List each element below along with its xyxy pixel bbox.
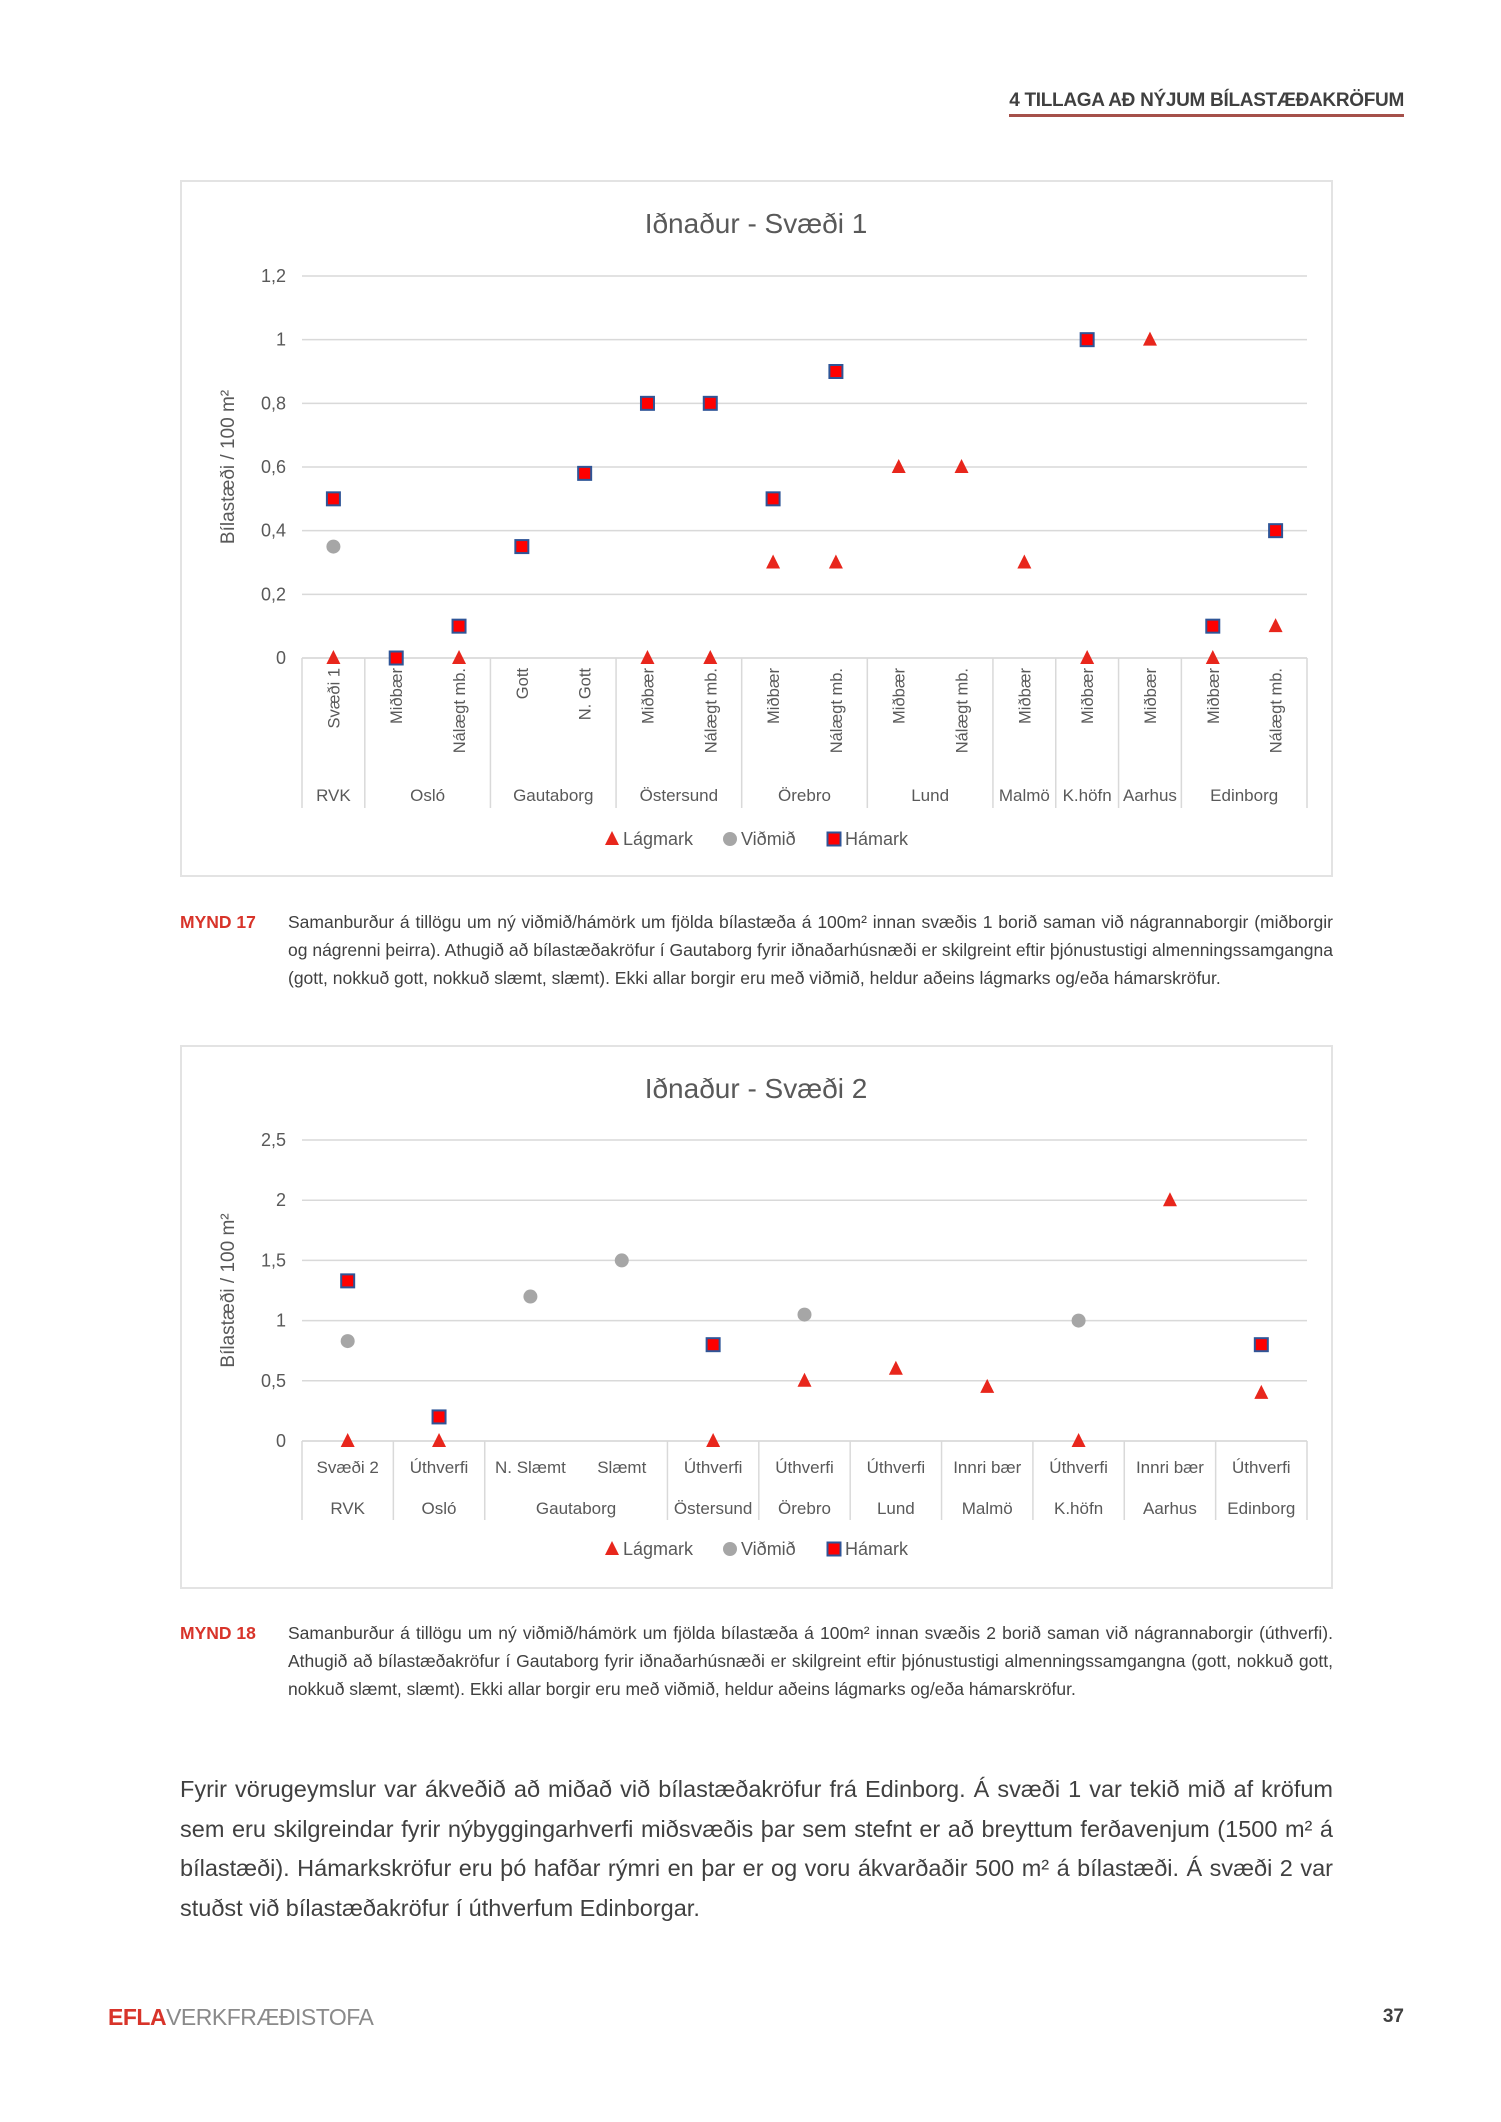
y-tick-label: 0,4 [260, 520, 286, 541]
x-category-label: Miðbær [765, 668, 784, 724]
x-category-label: Nálægt mb. [1267, 668, 1286, 754]
x-category-label: Miðbær [1079, 668, 1098, 724]
x-category-label: Innri bær [953, 1458, 1022, 1477]
x-category-label: Úthverfi [866, 1458, 926, 1477]
section-header: 4 TILLAGA AÐ NÝJUM BÍLASTÆÐAKRÖFUM [1009, 90, 1404, 117]
data-point-circle [1072, 1314, 1086, 1328]
legend-label: Lágmark [623, 1539, 694, 1559]
y-tick-label: 0,6 [260, 457, 286, 477]
legend-circle-icon [723, 1542, 737, 1556]
data-point-square [453, 620, 466, 633]
data-point-circle [615, 1253, 629, 1267]
x-category-label: N. Slæmt [494, 1458, 566, 1477]
legend-circle-icon [723, 832, 737, 846]
x-category-label: Gott [513, 668, 532, 700]
x-category-label: Úthverfi [1232, 1458, 1291, 1477]
data-point-square [1081, 333, 1094, 346]
x-category-label: Úthverfi [683, 1458, 743, 1477]
y-tick-label: 0 [275, 648, 286, 668]
caption-text: Samanburður á tillögu um ný viðmið/hámörk um fjölda bílastæða á 100m² innan svæðis 1 borið saman við nágrannaborgir (miðborgir og nágrenni þeirra). Athugið að bílastæðakröfur í Gautaborg fyrir iðnaðarhúsnæði er skilgreint eftir þjónustustigi almenningssamgangna (gott, nokkuð gott, nokkuð slæmt, slæmt). Ekki allar borgir eru með viðmið, heldur aðeins lágmarks og/eða hámarskröfur. [288, 912, 1333, 988]
caption-label: MYND 18 [180, 1623, 256, 1643]
y-axis-label: Bílastæði / 100 m² [218, 1213, 239, 1368]
data-point-square [390, 652, 403, 665]
legend-square-icon [828, 1543, 841, 1556]
x-category-label: Miðbær [639, 668, 658, 724]
x-group-label: Edinborg [1227, 1499, 1296, 1518]
y-tick-label: 2 [275, 1190, 286, 1211]
data-point-triangle [1072, 1433, 1086, 1447]
data-point-triangle [1206, 650, 1220, 664]
x-category-label: Miðbær [1141, 668, 1160, 724]
x-group-label: Örebro [778, 1499, 831, 1518]
data-point-square [341, 1274, 354, 1287]
efla-logo [108, 2004, 373, 2031]
data-point-square [707, 1338, 720, 1351]
data-point-triangle [766, 555, 780, 569]
legend-label: Viðmið [741, 1539, 796, 1559]
x-group-label: Gautaborg [535, 1499, 617, 1518]
x-category-label: Miðbær [1204, 668, 1223, 724]
y-tick-label: 1,2 [260, 266, 286, 286]
y-tick-label: 1 [275, 329, 286, 350]
data-point-circle [341, 1334, 355, 1348]
data-point-square [578, 467, 591, 480]
chart-svaedi-1 [180, 180, 1333, 877]
data-point-triangle [1143, 332, 1157, 346]
y-axis-label: Bílastæði / 100 m² [218, 389, 239, 545]
data-point-square [704, 397, 717, 410]
data-point-triangle [829, 555, 843, 569]
data-point-triangle [889, 1361, 903, 1375]
data-point-square [433, 1410, 446, 1423]
data-point-triangle [1269, 618, 1283, 632]
caption-label: MYND 17 [180, 912, 256, 932]
x-category-label: Miðbær [388, 668, 407, 724]
x-category-label: Svæði 2 [316, 1458, 379, 1477]
data-point-triangle [326, 650, 340, 664]
figure-caption-18 [180, 1619, 1333, 1703]
data-point-circle [326, 540, 340, 554]
chart-title: Iðnaður - Svæði 1 [644, 208, 868, 239]
y-tick-label: 0,8 [260, 393, 286, 414]
page-number: 37 [1382, 2006, 1404, 2027]
y-tick-label: 0,2 [260, 584, 286, 605]
x-group-label: Aarhus [1123, 786, 1177, 805]
x-category-label: Nálægt mb. [451, 668, 470, 754]
x-category-label: Miðbær [890, 668, 909, 724]
x-group-label: Edinborg [1210, 786, 1279, 805]
x-group-label: Osló [410, 786, 446, 805]
data-point-square [1269, 524, 1282, 537]
legend-label: Hámark [845, 829, 909, 849]
x-category-label: Úthverfi [775, 1458, 834, 1477]
data-point-triangle [432, 1433, 446, 1447]
x-group-label: Aarhus [1143, 1499, 1197, 1518]
data-point-triangle [640, 650, 654, 664]
data-point-triangle [892, 459, 906, 473]
x-group-label: Örebro [778, 786, 831, 805]
x-group-label: Östersund [673, 1499, 753, 1518]
data-point-triangle [798, 1373, 812, 1387]
data-point-triangle [955, 459, 969, 473]
x-group-label: Östersund [639, 786, 719, 805]
x-category-label: Innri bær [1135, 1458, 1204, 1477]
x-category-label: Nálægt mb. [702, 668, 721, 754]
data-point-triangle [1017, 555, 1031, 569]
x-category-label: Nálægt mb. [953, 668, 972, 754]
data-point-triangle [341, 1433, 355, 1447]
chart-svaedi-2-svg [182, 1047, 1331, 1587]
data-point-circle [523, 1290, 537, 1304]
data-point-triangle [1163, 1192, 1177, 1206]
data-point-square [767, 492, 780, 505]
data-point-square [641, 397, 654, 410]
logo-rest: VERKFRÆÐISTOFA [166, 2004, 374, 2030]
x-group-label: Malmö [961, 1499, 1013, 1518]
figure-caption-17 [180, 908, 1333, 992]
logo-bold: EFLA [108, 2004, 167, 2030]
data-point-circle [798, 1308, 812, 1322]
legend-label: Hámark [845, 1539, 909, 1559]
y-tick-label: 0,5 [260, 1370, 286, 1391]
x-category-label: Úthverfi [409, 1458, 469, 1477]
data-point-triangle [706, 1433, 720, 1447]
y-tick-label: 2,5 [260, 1130, 286, 1150]
x-group-label: Osló [421, 1499, 457, 1518]
legend-triangle-icon [605, 1541, 619, 1555]
chart-title: Iðnaður - Svæði 2 [644, 1073, 868, 1104]
x-category-label: N. Gott [576, 668, 595, 721]
data-point-triangle [1080, 650, 1094, 664]
caption-text: Samanburður á tillögu um ný viðmið/hámörk um fjölda bílastæða á 100m² innan svæðis 2 borið saman við nágrannaborgir (úthverfi). Athugið að bílastæðakröfur í Gautaborg fyrir iðnaðarhúsnæði er skilgreint eftir þjónustustigi almenningssamgangna (gott, nokkuð gott, nokkuð slæmt, slæmt). Ekki allar borgir eru með viðmið, heldur aðeins lágmarks og/eða hámarskröfur. [288, 1623, 1333, 1699]
data-point-triangle [1254, 1385, 1268, 1399]
x-group-label: Malmö [998, 786, 1050, 805]
chart-svaedi-1-svg [182, 182, 1331, 875]
x-group-label: RVK [316, 786, 351, 805]
legend-square-icon [828, 833, 841, 846]
x-category-label: Slæmt [597, 1458, 647, 1477]
data-point-square [829, 365, 842, 378]
x-category-label: Úthverfi [1049, 1458, 1108, 1477]
x-category-label: Svæði 1 [325, 668, 344, 729]
data-point-triangle [703, 650, 717, 664]
y-tick-label: 0 [275, 1431, 286, 1451]
legend-label: Viðmið [741, 829, 796, 849]
chart-svaedi-2 [180, 1045, 1333, 1589]
body-paragraph: Fyrir vörugeymslur var ákveðið að miðað við bílastæðakröfur frá Edinborg. Á svæði 1 var tekið mið af kröfum sem eru skilgreindar fyrir nýbyggingarhverfi miðsvæðis þar sem stefnt er að breyttum ferðavenjum (1500 m² á bílastæði). Hámarkskröfur eru þó hafðar rýmri en þar er og voru ákvarðaðir 500 m² á bílastæði. Á svæði 2 var stuðst við bílastæðakröfur í úthverfum Edinborgar. [180, 1776, 1333, 1921]
x-group-label: Lund [876, 1499, 915, 1518]
x-category-label: Nálægt mb. [827, 668, 846, 754]
x-group-label: RVK [330, 1499, 366, 1518]
x-group-label: Lund [911, 786, 950, 805]
data-point-triangle [452, 650, 466, 664]
x-category-label: Miðbær [1016, 668, 1035, 724]
data-point-square [1255, 1338, 1268, 1351]
y-tick-label: 1,5 [260, 1250, 286, 1271]
legend-triangle-icon [605, 831, 619, 845]
x-group-label: Gautaborg [513, 786, 594, 805]
legend-label: Lágmark [623, 829, 694, 849]
x-group-label: K.höfn [1062, 786, 1112, 805]
y-tick-label: 1 [275, 1310, 286, 1331]
data-point-square [515, 540, 528, 553]
data-point-square [327, 492, 340, 505]
data-point-square [1206, 620, 1219, 633]
x-group-label: K.höfn [1054, 1499, 1104, 1518]
